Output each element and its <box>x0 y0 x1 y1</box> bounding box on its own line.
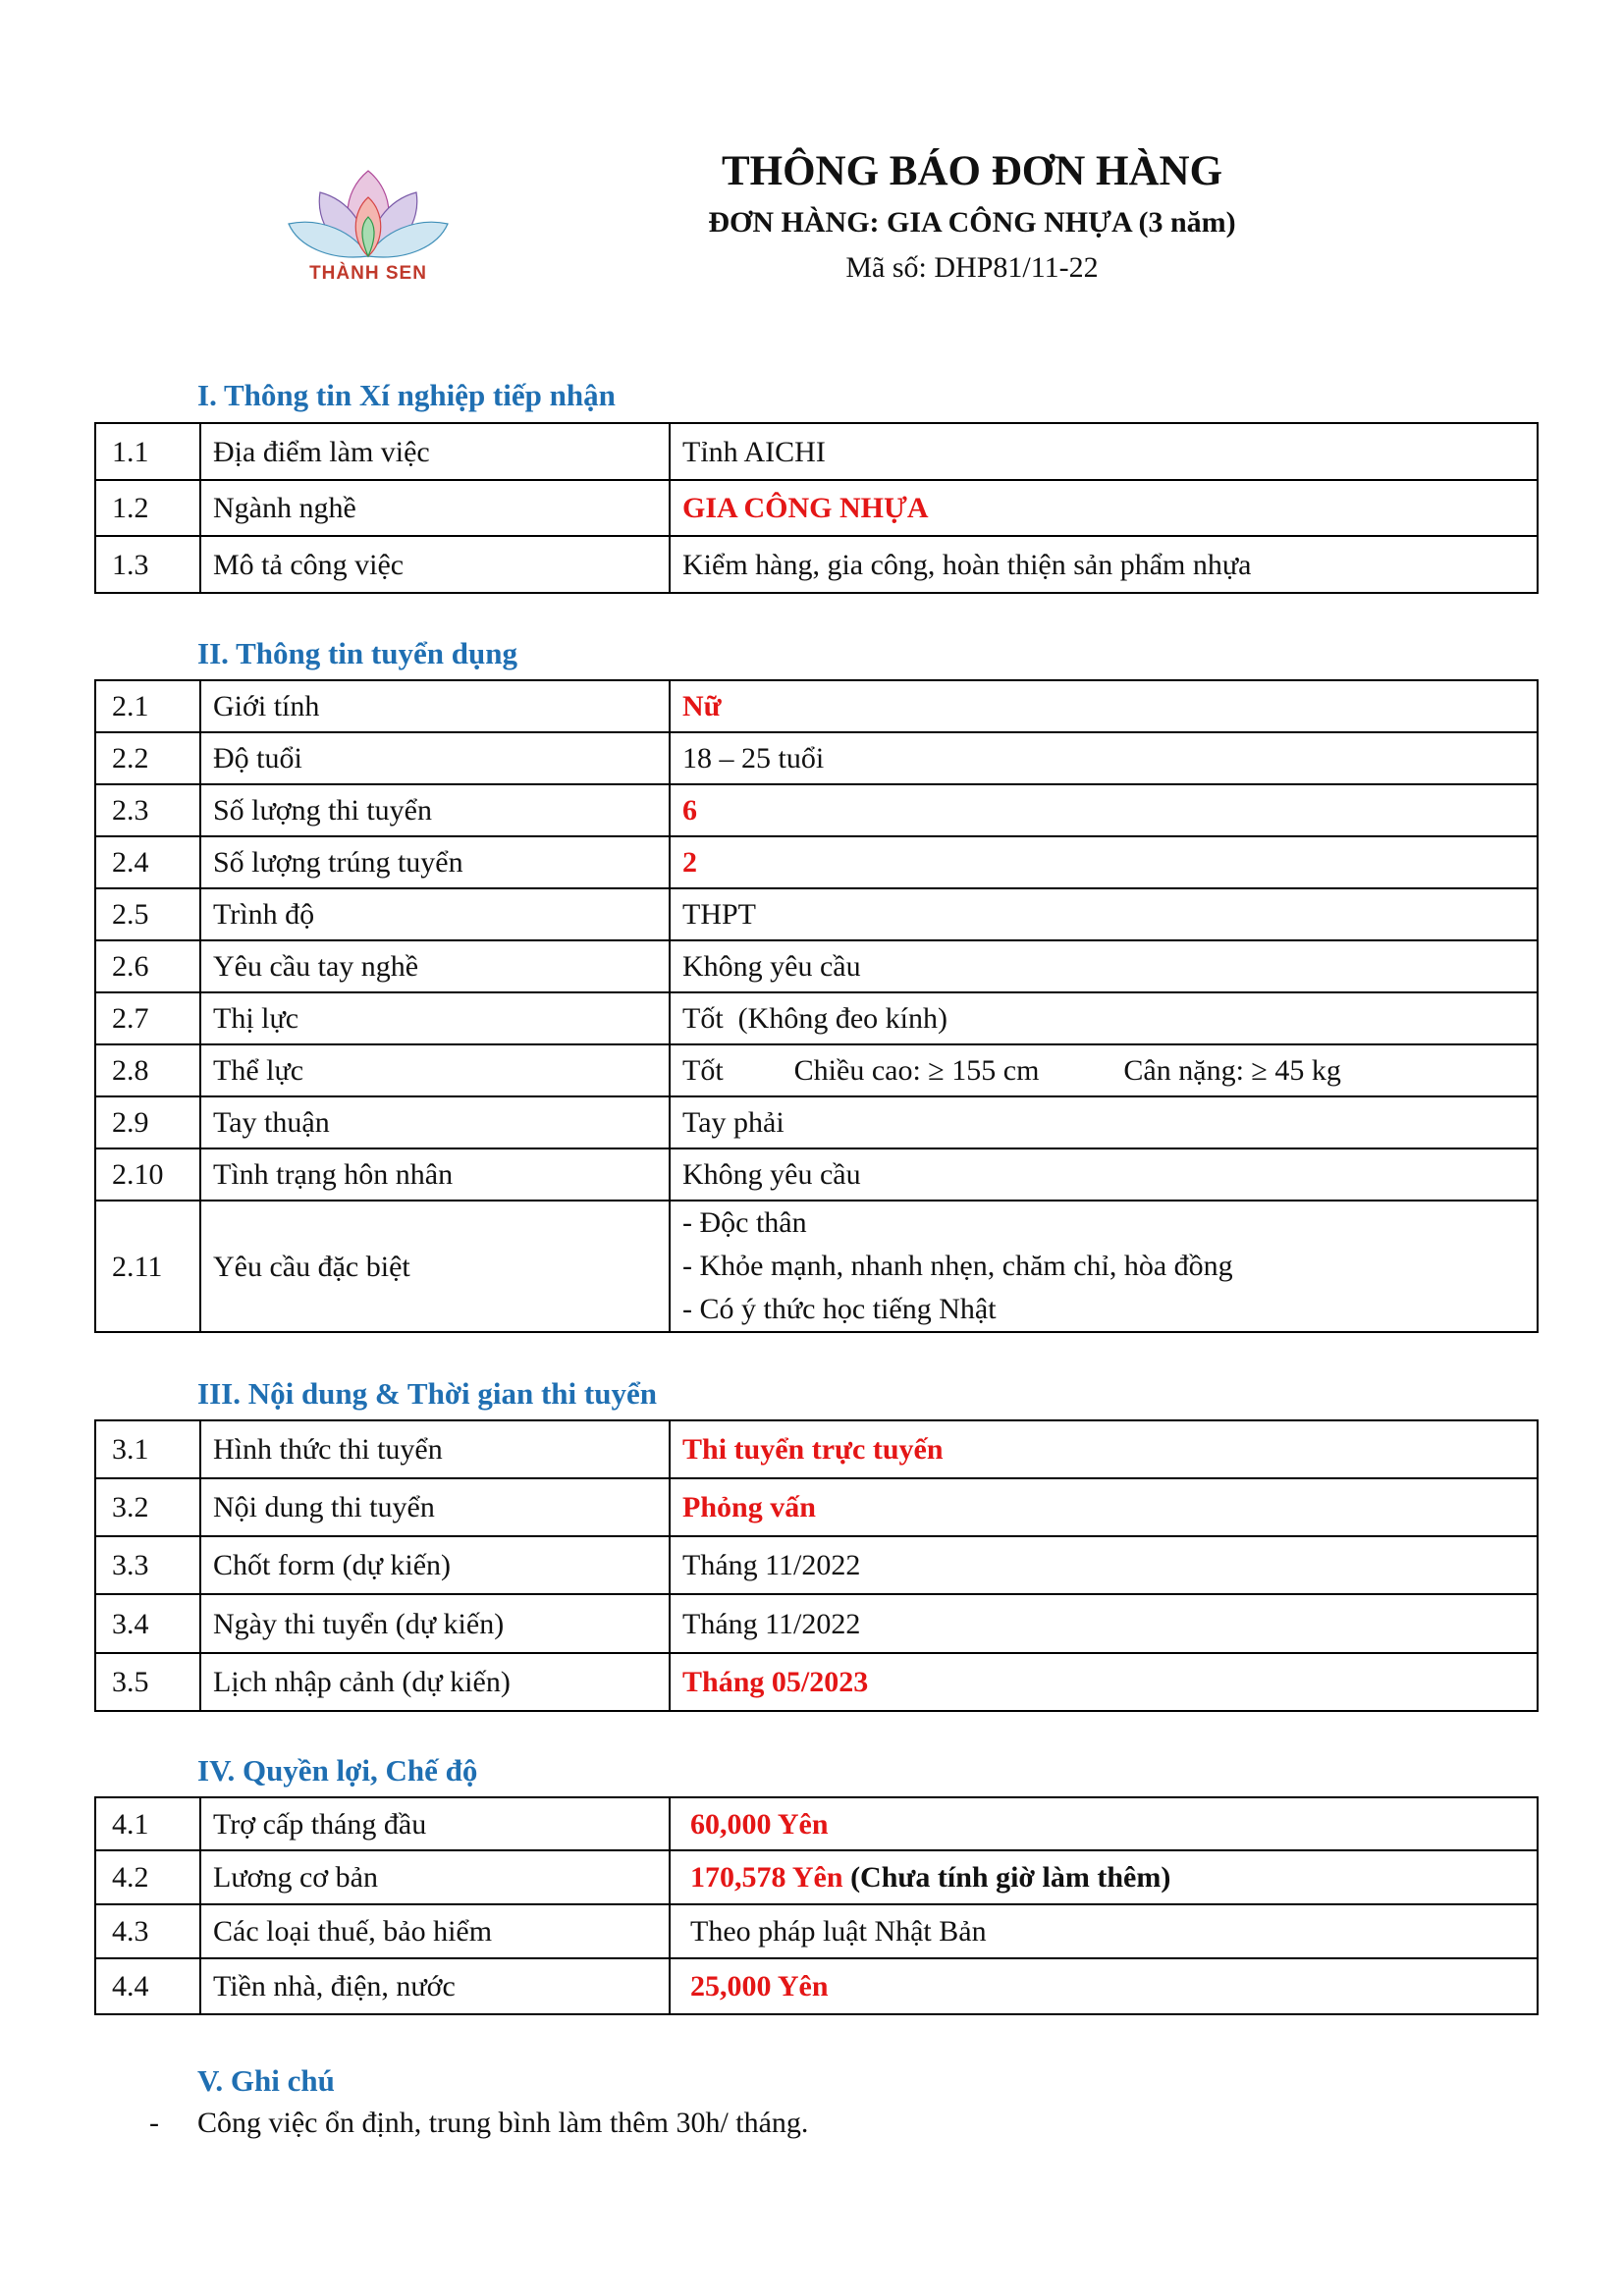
row-value: Không yêu cầu <box>670 1148 1538 1201</box>
table-row <box>95 1958 1538 2014</box>
row-label: Nội dung thi tuyển <box>200 1478 670 1536</box>
row-number: 4.4 <box>95 1958 200 2014</box>
row-label: Trình độ <box>200 888 670 940</box>
row-value: 2 <box>670 836 1538 888</box>
row-number: 4.2 <box>95 1850 200 1904</box>
row-value: Tỉnh AICHI <box>670 423 1538 480</box>
row-number: 3.1 <box>95 1420 200 1478</box>
lotus-icon <box>281 163 456 271</box>
row-label: Địa điểm làm việc <box>200 423 670 480</box>
housing-cost: 25,000 Yên <box>690 1970 829 2002</box>
row-number: 3.2 <box>95 1478 200 1536</box>
row-label: Trợ cấp tháng đầu <box>200 1797 670 1850</box>
row-value: Nữ <box>670 680 1538 732</box>
height-requirement: Chiều cao: ≥ 155 cm <box>793 1054 1040 1087</box>
info-table <box>94 422 1539 594</box>
row-label: Lương cơ bản <box>200 1850 670 1904</box>
table-row <box>95 940 1538 992</box>
row-value: Thi tuyển trực tuyến <box>670 1420 1538 1478</box>
tax-insurance-value: Theo pháp luật Nhật Bản <box>690 1915 987 1948</box>
table-row <box>95 680 1538 732</box>
row-number: 2.2 <box>95 732 200 784</box>
section-heading: V. Ghi chú <box>197 2063 335 2098</box>
table-row <box>95 1420 1538 1478</box>
document-title: THÔNG BÁO ĐƠN HÀNG <box>721 148 1223 194</box>
row-number: 2.8 <box>95 1044 200 1096</box>
document-code: Mã số: DHP81/11-22 <box>845 251 1099 284</box>
table-row <box>95 1148 1538 1201</box>
table-row <box>95 732 1538 784</box>
row-label: Tay thuận <box>200 1096 670 1148</box>
list-item: - Độc thân <box>682 1206 807 1239</box>
table-row <box>95 1536 1538 1594</box>
row-number: 1.3 <box>95 536 200 593</box>
row-number: 1.1 <box>95 423 200 480</box>
table-row <box>95 784 1538 836</box>
info-table <box>94 1796 1539 2015</box>
row-value: Tháng 11/2022 <box>670 1594 1538 1653</box>
row-label: Ngành nghề <box>200 480 670 536</box>
row-value <box>670 1044 1538 1096</box>
row-label: Yêu cầu tay nghề <box>200 940 670 992</box>
row-value <box>670 1904 1538 1958</box>
row-label: Thị lực <box>200 992 670 1044</box>
row-number: 2.3 <box>95 784 200 836</box>
note-text: Công việc ổn định, trung bình làm thêm 30h/ tháng. <box>197 2107 809 2139</box>
row-number: 2.5 <box>95 888 200 940</box>
row-label: Ngày thi tuyển (dự kiến) <box>200 1594 670 1653</box>
table-row <box>95 888 1538 940</box>
row-number: 2.1 <box>95 680 200 732</box>
row-label: Hình thức thi tuyển <box>200 1420 670 1478</box>
salary-note: (Chưa tính giờ làm thêm) <box>842 1861 1171 1894</box>
table-row <box>95 1044 1538 1096</box>
row-label: Độ tuổi <box>200 732 670 784</box>
row-value: 6 <box>670 784 1538 836</box>
row-value <box>670 1201 1538 1332</box>
info-table <box>94 679 1539 1333</box>
weight-requirement: Cân nặng: ≥ 45 kg <box>1123 1054 1341 1087</box>
list-item <box>149 2107 808 2140</box>
row-number: 2.11 <box>95 1201 200 1332</box>
table-row <box>95 423 1538 480</box>
table-row <box>95 1478 1538 1536</box>
table-row <box>95 992 1538 1044</box>
row-number: 2.10 <box>95 1148 200 1201</box>
row-number: 2.6 <box>95 940 200 992</box>
table-row <box>95 1850 1538 1904</box>
row-value <box>670 1958 1538 2014</box>
table-row <box>95 1904 1538 1958</box>
row-number: 4.3 <box>95 1904 200 1958</box>
row-value: THPT <box>670 888 1538 940</box>
row-label: Số lượng thi tuyển <box>200 784 670 836</box>
row-value: Phỏng vấn <box>670 1478 1538 1536</box>
table-row <box>95 480 1538 536</box>
row-number: 3.5 <box>95 1653 200 1711</box>
document-subtitle: ĐƠN HÀNG: GIA CÔNG NHỰA (3 năm) <box>708 206 1236 239</box>
row-number: 2.9 <box>95 1096 200 1148</box>
row-value: Tốt (Không đeo kính) <box>670 992 1538 1044</box>
base-salary: 170,578 Yên <box>690 1861 843 1894</box>
list-item: - Khỏe mạnh, nhanh nhẹn, chăm chỉ, hòa đồng <box>682 1250 1233 1282</box>
monthly-allowance: 60,000 Yên <box>690 1807 829 1841</box>
row-label: Giới tính <box>200 680 670 732</box>
row-value: Tháng 11/2022 <box>670 1536 1538 1594</box>
row-value: Không yêu cầu <box>670 940 1538 992</box>
physical-status: Tốt <box>682 1054 724 1087</box>
bullet-dash: - <box>149 2107 159 2139</box>
section-heading: II. Thông tin tuyển dụng <box>197 636 517 670</box>
row-label: Lịch nhập cảnh (dự kiến) <box>200 1653 670 1711</box>
table-row <box>95 1594 1538 1653</box>
row-number: 4.1 <box>95 1797 200 1850</box>
table-row <box>95 1653 1538 1711</box>
logo-text: THÀNH SEN <box>309 263 427 284</box>
section-heading: I. Thông tin Xí nghiệp tiếp nhận <box>197 378 616 412</box>
row-value: Tay phải <box>670 1096 1538 1148</box>
row-value: GIA CÔNG NHỰA <box>670 480 1538 536</box>
row-value: Tháng 05/2023 <box>670 1653 1538 1711</box>
row-label: Tiền nhà, điện, nước <box>200 1958 670 2014</box>
row-number: 2.7 <box>95 992 200 1044</box>
row-value <box>670 1797 1538 1850</box>
row-number: 3.3 <box>95 1536 200 1594</box>
table-row <box>95 1096 1538 1148</box>
row-label: Tình trạng hôn nhân <box>200 1148 670 1201</box>
row-value: 18 – 25 tuổi <box>670 732 1538 784</box>
row-label: Chốt form (dự kiến) <box>200 1536 670 1594</box>
list-item: - Có ý thức học tiếng Nhật <box>682 1293 997 1325</box>
row-label: Các loại thuế, bảo hiểm <box>200 1904 670 1958</box>
row-number: 2.4 <box>95 836 200 888</box>
info-table <box>94 1419 1539 1712</box>
table-row <box>95 836 1538 888</box>
section-heading: III. Nội dung & Thời gian thi tuyển <box>197 1376 657 1411</box>
row-label: Yêu cầu đặc biệt <box>200 1201 670 1332</box>
row-number: 1.2 <box>95 480 200 536</box>
table-row <box>95 1201 1538 1332</box>
row-label: Mô tả công việc <box>200 536 670 593</box>
row-number: 3.4 <box>95 1594 200 1653</box>
company-logo <box>281 163 456 293</box>
row-label: Thể lực <box>200 1044 670 1096</box>
table-row <box>95 1797 1538 1850</box>
row-value <box>670 1850 1538 1904</box>
section-heading: IV. Quyền lợi, Chế độ <box>197 1753 478 1788</box>
row-value: Kiểm hàng, gia công, hoàn thiện sản phẩm nhựa <box>670 536 1538 593</box>
table-row <box>95 536 1538 593</box>
row-label: Số lượng trúng tuyển <box>200 836 670 888</box>
